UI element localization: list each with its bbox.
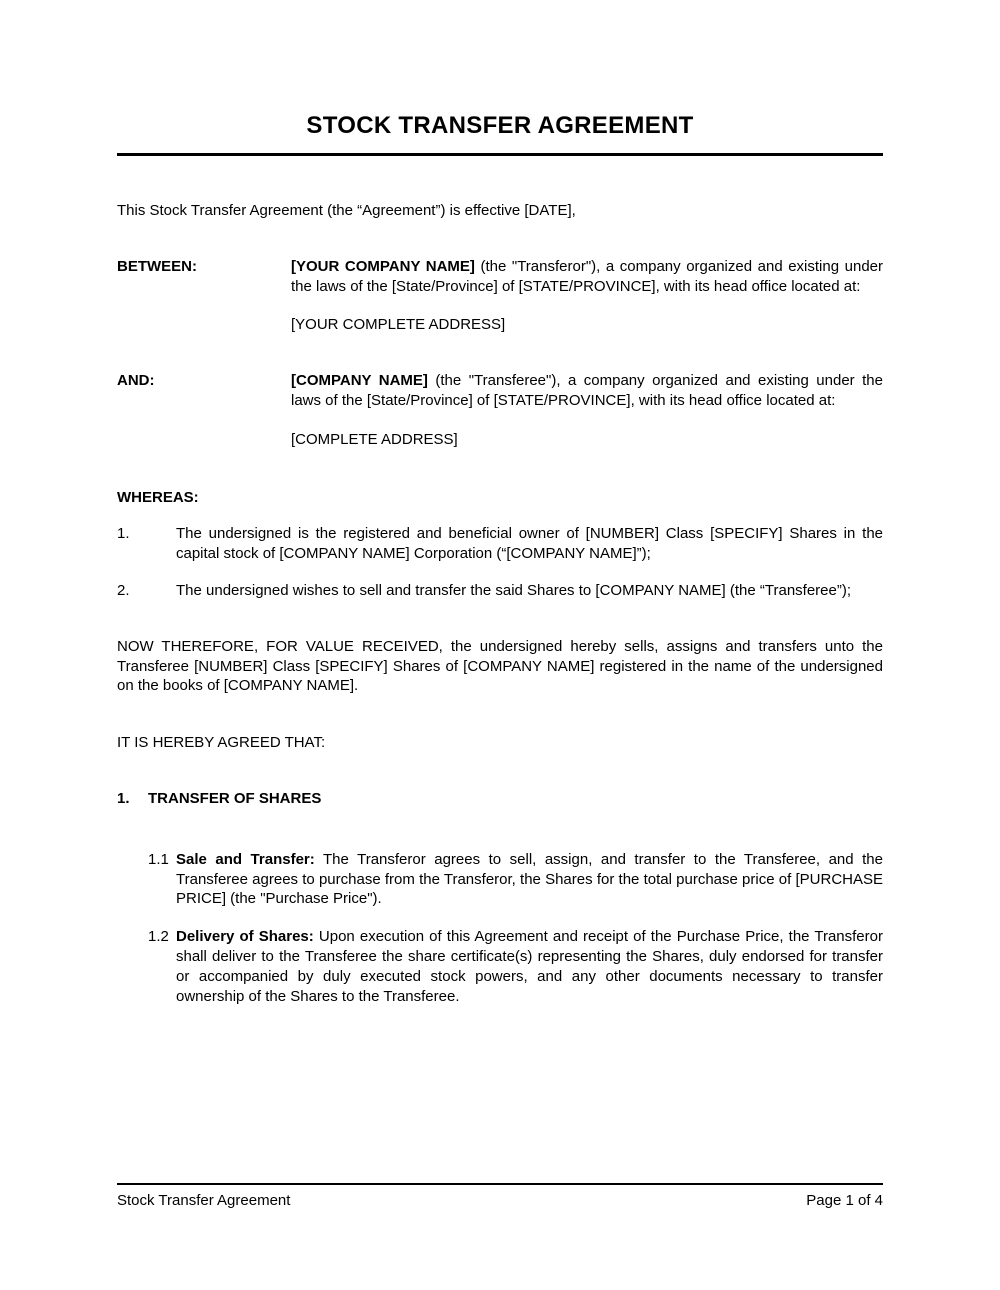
- and-content: [291, 371, 883, 449]
- clause-1-1: [148, 850, 883, 909]
- and-body-text: (the "Transferee"), a company organized and existing under the laws of the [State/Province] of [STATE/PROVINCE], with its head office located at:: [291, 372, 883, 409]
- clause-1-1-heading: Sale and Transfer:: [176, 850, 315, 868]
- agreed-paragraph: IT IS HEREBY AGREED THAT:: [117, 734, 326, 752]
- between-label: BETWEEN:: [117, 257, 197, 275]
- section-1-heading: [117, 789, 883, 809]
- title-divider: [117, 153, 883, 156]
- whereas-label: WHEREAS:: [117, 488, 199, 506]
- and-label: AND:: [117, 372, 155, 390]
- and-section: [117, 371, 883, 449]
- clause-1-1-body: The Transferor agrees to sell, assign, and transfer to the Transferee, and the Transferee agrees to purchase from the Transferor, the Shares for the total purchase price of [PURCHASE PRICE] (the "Purchase Price").: [176, 850, 883, 908]
- and-company-name: [COMPANY NAME]: [291, 372, 428, 390]
- and-text: [291, 371, 883, 411]
- clause-1-1-number: 1.1: [148, 850, 169, 868]
- whereas-item-1: [117, 524, 883, 564]
- clause-1-2-body: Upon execution of this Agreement and receipt of the Purchase Price, the Transferor shall deliver to the Transferee the share certificate(s) representing the Shares, duly endorsed for transfer or accompanied by duly executed stock powers, and any other documents necessary to transfer ownership of the Shares to the Transferee.: [176, 928, 883, 1005]
- clause-1-2-heading: Delivery of Shares:: [176, 928, 314, 946]
- clause-1-1-text: [176, 850, 883, 909]
- between-company-name: [YOUR COMPANY NAME]: [291, 257, 475, 275]
- whereas-item-1-number: 1.: [117, 525, 130, 543]
- and-address: [COMPLETE ADDRESS]: [291, 430, 458, 448]
- page-footer: [117, 1183, 883, 1209]
- section-1-number: 1.: [117, 789, 130, 807]
- footer-divider: [117, 1183, 883, 1185]
- clause-1-2: [148, 927, 883, 1006]
- clause-1-2-text: [176, 927, 883, 1006]
- footer-row: [117, 1192, 883, 1209]
- whereas-item-2: [117, 581, 883, 601]
- between-address: [YOUR COMPLETE ADDRESS]: [291, 316, 506, 334]
- clause-1-2-number: 1.2: [148, 928, 169, 946]
- page-title: STOCK TRANSFER AGREEMENT: [306, 112, 694, 139]
- footer-document-title: Stock Transfer Agreement: [117, 1192, 291, 1209]
- footer-page-number: Page 1 of 4: [806, 1192, 883, 1209]
- now-therefore-paragraph: NOW THEREFORE, FOR VALUE RECEIVED, the undersigned hereby sells, assigns and transfers unto the Transferee [NUMBER] Class [SPECIFY] Shares of [COMPANY NAME] registered in the name of the undersigned on the books of [COMPANY NAME].: [117, 637, 883, 695]
- between-section: [117, 257, 883, 335]
- section-1-title: TRANSFER OF SHARES: [148, 789, 322, 807]
- between-body-text: (the "Transferor"), a company organized and existing under the laws of the [State/Province] of [STATE/PROVINCE], with its head office located at:: [291, 257, 883, 295]
- between-content: [291, 257, 883, 335]
- between-text: [291, 257, 883, 297]
- whereas-item-1-text: The undersigned is the registered and beneficial owner of [NUMBER] Class [SPECIFY] Shares in the capital stock of [COMPANY NAME] Corporation (“[COMPANY NAME]”);: [176, 525, 883, 563]
- intro-paragraph: This Stock Transfer Agreement (the “Agreement”) is effective [DATE],: [117, 202, 576, 219]
- whereas-item-2-number: 2.: [117, 581, 130, 599]
- whereas-item-2-text: The undersigned wishes to sell and transfer the said Shares to [COMPANY NAME] (the “Transferee”);: [176, 581, 852, 599]
